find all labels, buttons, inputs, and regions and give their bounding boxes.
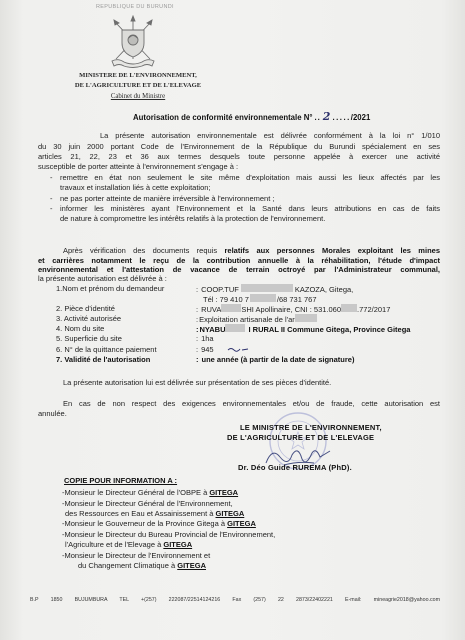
redaction-box — [250, 294, 276, 302]
site-part: NYABU — [199, 325, 226, 334]
copy-recipient — [65, 540, 192, 550]
ministry-name-line1: MINISTERE DE L'ENVIRONNEMENT, — [79, 72, 197, 79]
coat-of-arms-icon — [110, 15, 156, 69]
site-value — [196, 324, 410, 334]
handwritten-mark-icon — [226, 344, 250, 354]
copy-destination: GITEGA — [177, 561, 207, 570]
activity-label: 3. Activité autorisée — [56, 313, 122, 323]
signatory-title-line2: DE L'AGRICULTURE ET DE L'ELEVAGE — [227, 433, 375, 442]
receipt-value — [196, 345, 214, 355]
validity-value — [196, 355, 354, 365]
verification-line — [63, 246, 440, 256]
area-label: 5. Superficie du site — [56, 334, 122, 343]
applicant-name-start: COOP.TUF — [201, 285, 239, 294]
applicant-phone — [203, 294, 317, 304]
activity-value — [196, 314, 317, 324]
copy-destination: GITEGA — [163, 540, 193, 549]
fraud-clause-line: annulée. — [38, 409, 67, 418]
area-value — [196, 334, 214, 344]
document-title — [133, 112, 370, 122]
redaction-box — [341, 304, 357, 312]
copy-recipient-text: -Monsieur le Gouverneur de la Province Gitega à — [62, 519, 226, 528]
copy-recipient-text: du Changement Climatique à — [78, 561, 176, 570]
identity-value — [196, 304, 390, 314]
identity-label: 2. Pièce d'identité — [56, 303, 115, 313]
separator: : — [196, 355, 199, 364]
redaction-box — [241, 284, 293, 292]
copy-recipient-text: des Ressources en Eau et Assainissement à — [65, 508, 214, 518]
verification-line: environnemental et l'attestation de vacance de terrain octroyé par l'Administrateur communal, — [38, 265, 440, 274]
title-prefix: Autorisation de conformité environnementale N° — [133, 113, 313, 122]
intro-line: articles 21, 22, 23 et 36 aux termes desquels toute personne appelée à exercer une activité — [38, 152, 440, 161]
copy-recipient-text: l'Agriculture et de l'Elevage à — [65, 540, 162, 549]
separator: : — [196, 325, 199, 334]
copy-destination: GITEGA — [227, 519, 256, 528]
verification-normal-text: Après vérification des documents requis — [63, 246, 218, 255]
separator: : — [196, 314, 199, 324]
obligation-line: informer les ministères ayant l'Environnement et la Santé dans leurs attributions en cas de faits — [60, 204, 440, 213]
obligation-line: travaux et installation liés à cette exploitation; — [60, 183, 211, 192]
separator: : — [196, 344, 199, 354]
receipt-label: 6. N° de la quittance paiement — [56, 344, 157, 354]
applicant-name-end: KAZOZA, Gitega, — [294, 285, 354, 294]
copy-destination: GITEGA — [209, 488, 239, 497]
copy-recipient — [62, 519, 256, 529]
copy-recipient: -Monsieur le Directeur Général de l'Environnement, — [62, 498, 233, 508]
footer-contact: B.P 1850 BUJUMBURA TEL +(257) 222087/22514124216 Fax (257) 22 2873/22402221 E-mail: mineagrie2018@yahoo.com — [30, 597, 440, 603]
redaction-box — [295, 314, 317, 322]
activity-text: Exploitation artisanale de l'ar — [199, 314, 295, 324]
validity-label: 7. Validité de l'autorisation — [56, 355, 151, 364]
copy-recipient: -Monsieur le Directeur de l'Environnement et — [62, 550, 211, 560]
copy-recipient-text: -Monsieur le Directeur Général de l'OBPE à — [62, 488, 208, 497]
bullet-marker: - — [50, 173, 53, 182]
verification-bold-text: relatifs aux personnes Morales exploitant les mines — [224, 246, 440, 255]
redaction-box — [221, 304, 241, 312]
title-year: /2021 — [350, 113, 371, 122]
validity-text: une année (à partir de la date de signature) — [201, 355, 355, 364]
site-part: I RURAL II Commune Gitega, Province Gitega — [248, 325, 411, 334]
copy-recipient — [78, 561, 206, 571]
redaction-box — [225, 324, 245, 332]
title-fill-before: .. — [314, 113, 321, 122]
identity-part: .772/2017 — [357, 304, 391, 314]
bullet-marker: - — [50, 204, 53, 213]
verification-line: et carrières notamment le reçu de la contribution annuelle à la réhabilitation, l'étude d'impact — [38, 255, 440, 265]
title-fill-after: ..... — [332, 113, 351, 122]
handwritten-number: 2 — [322, 110, 331, 123]
identity-part: SHI Apollinaire, CNI : 531.060 — [241, 304, 342, 314]
country-name: REPUBLIQUE DU BURUNDI — [96, 4, 174, 10]
intro-line: susceptible de porter atteinte à l'environnement s'engage à : — [38, 162, 239, 171]
delivery-note: La présente autorisation lui est délivrée sur présentation de ses pièces d'identité. — [63, 378, 332, 387]
copy-recipient — [65, 509, 244, 519]
fraud-clause-line: En cas de non respect des exigences environnementales et/ou de fraude, cette autorisation est — [63, 399, 440, 408]
separator: : — [196, 304, 199, 314]
copy-recipient — [62, 488, 238, 498]
identity-part: RUVA — [201, 304, 222, 314]
separator: : — [196, 285, 199, 294]
copies-heading: COPIE POUR INFORMATION A : — [64, 476, 178, 485]
applicant-label: 1.Nom et prénom du demandeur — [56, 284, 165, 293]
signatory-title-line1: LE MINISTRE DE L'ENVIRONNEMENT, — [240, 423, 382, 432]
site-label: 4. Nom du site — [56, 324, 105, 333]
verification-line: la présente autorisation est délivrée à : — [38, 274, 167, 283]
separator: : — [196, 334, 199, 343]
receipt-number: 945 — [201, 344, 214, 354]
intro-line: La présente autorisation environnementale est délivrée conformément à la loi n° 1/010 — [100, 131, 440, 140]
cabinet-label: Cabinet du Ministre — [110, 93, 166, 100]
signatory-name: Dr. Déo Guide RUREMA (PhD). — [238, 463, 352, 472]
copy-recipient: -Monsieur le Directeur du Bureau Provincial de l'Environnement, — [62, 529, 276, 539]
phone-start: Tél : 79 410 7 — [203, 294, 249, 304]
obligation-line: ne pas porter atteinte de manière irréversible à l'environnement ; — [60, 194, 275, 203]
obligation-line: remettre en état non seulement le site même d'exploitation mais aussi les lieux affectés par les — [60, 173, 440, 182]
intro-line: du 30 juin 2000 portant Code de l'Environnement de la République du Burundi spécialement en ses — [38, 141, 440, 151]
applicant-value — [196, 284, 353, 294]
phone-end: /68 731 767 — [276, 294, 317, 304]
obligation-line: de nature à compromettre les intérêts relatifs à la protection de l'environnement. — [60, 214, 326, 223]
copy-destination: GITEGA — [215, 508, 245, 518]
ministry-name-line2: DE L'AGRICULTURE ET DE L'ELEVAGE — [74, 82, 202, 89]
bullet-marker: - — [50, 194, 53, 203]
area-text: 1ha — [201, 334, 214, 343]
